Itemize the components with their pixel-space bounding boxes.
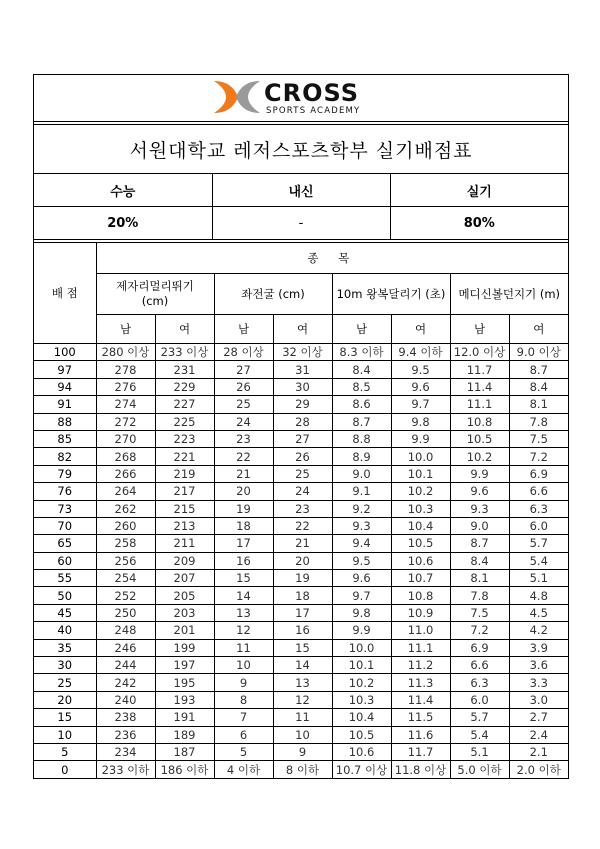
table-cell: 8.1 — [509, 396, 568, 413]
table-cell: 7.5 — [509, 430, 568, 447]
table-cell: 8.1 — [450, 570, 509, 587]
logo-row — [34, 75, 568, 122]
table-cell: 10.5 — [332, 726, 391, 743]
table-cell: 278 — [96, 361, 155, 378]
table-cell: 5.4 — [450, 726, 509, 743]
table-cell: 9.0 — [332, 465, 391, 482]
table-cell: 6.6 — [450, 657, 509, 674]
table-cell: 6.0 — [509, 517, 568, 534]
event-header-sit-reach: 좌전굴 (cm) — [214, 274, 332, 315]
table-row — [34, 535, 568, 552]
table-cell: 2.4 — [509, 726, 568, 743]
table-row — [34, 378, 568, 395]
score-cell: 85 — [34, 430, 96, 447]
score-cell: 45 — [34, 604, 96, 621]
table-cell: 31 — [273, 361, 332, 378]
score-sheet — [33, 74, 569, 779]
table-cell: 195 — [155, 674, 214, 691]
table-cell: 15 — [214, 570, 273, 587]
table-cell: 7.8 — [509, 413, 568, 430]
table-cell: 201 — [155, 622, 214, 639]
table-cell: 270 — [96, 430, 155, 447]
event-header-shuttle-run: 10m 왕복달리기 (초) — [332, 274, 450, 315]
score-cell: 65 — [34, 535, 96, 552]
score-cell: 70 — [34, 517, 96, 534]
score-cell: 40 — [34, 622, 96, 639]
table-cell: 10 — [214, 657, 273, 674]
table-cell: 9.6 — [391, 378, 450, 395]
table-cell: 19 — [214, 500, 273, 517]
table-row — [34, 344, 568, 361]
table-row — [34, 657, 568, 674]
table-cell: 227 — [155, 396, 214, 413]
sex-header-female: 여 — [273, 315, 332, 344]
table-row — [34, 622, 568, 639]
table-cell: 238 — [96, 709, 155, 726]
table-cell: 10.7 — [391, 570, 450, 587]
table-cell: 9.8 — [332, 604, 391, 621]
table-cell: 231 — [155, 361, 214, 378]
table-cell: 10.0 — [391, 448, 450, 465]
sex-header-female: 여 — [391, 315, 450, 344]
table-cell: 10.5 — [450, 430, 509, 447]
ratio-header-suneung: 수능 — [34, 174, 212, 207]
table-cell: 219 — [155, 465, 214, 482]
table-cell: 211 — [155, 535, 214, 552]
table-cell: 9.9 — [450, 465, 509, 482]
table-cell: 244 — [96, 657, 155, 674]
table-row — [34, 517, 568, 534]
table-cell: 7.2 — [509, 448, 568, 465]
table-row — [34, 500, 568, 517]
table-row — [34, 465, 568, 482]
table-cell: 272 — [96, 413, 155, 430]
table-cell: 193 — [155, 691, 214, 708]
score-cell: 97 — [34, 361, 96, 378]
table-cell: 25 — [273, 465, 332, 482]
ratio-value-suneung: 20% — [34, 207, 212, 240]
score-cell: 0 — [34, 761, 96, 778]
table-cell: 213 — [155, 517, 214, 534]
table-cell: 203 — [155, 604, 214, 621]
table-cell: 9.5 — [332, 552, 391, 569]
table-cell: 5.7 — [450, 709, 509, 726]
ratio-value-silgi: 80% — [390, 207, 568, 240]
score-cell: 88 — [34, 413, 96, 430]
logo-wordmark: CROSS — [264, 79, 359, 107]
table-cell: 9.0 이상 — [509, 344, 568, 361]
table-row — [34, 639, 568, 656]
table-cell: 6.3 — [509, 500, 568, 517]
score-cell: 100 — [34, 344, 96, 361]
table-cell: 9.8 — [391, 413, 450, 430]
table-row — [34, 726, 568, 743]
table-cell: 9.4 이하 — [391, 344, 450, 361]
table-cell: 10.6 — [332, 743, 391, 760]
table-cell: 23 — [214, 430, 273, 447]
table-cell: 3.9 — [509, 639, 568, 656]
table-cell: 2.7 — [509, 709, 568, 726]
table-cell: 12 — [273, 691, 332, 708]
table-cell: 5.0 이하 — [450, 761, 509, 778]
table-cell: 22 — [214, 448, 273, 465]
table-cell: 242 — [96, 674, 155, 691]
score-column-header: 배 점 — [34, 243, 96, 344]
score-cell: 60 — [34, 552, 96, 569]
score-cell: 35 — [34, 639, 96, 656]
table-cell: 274 — [96, 396, 155, 413]
table-cell: 6.0 — [450, 691, 509, 708]
table-cell: 32 이상 — [273, 344, 332, 361]
table-cell: 29 — [273, 396, 332, 413]
table-cell: 14 — [273, 657, 332, 674]
table-cell: 234 — [96, 743, 155, 760]
table-row — [34, 552, 568, 569]
table-cell: 233 이상 — [155, 344, 214, 361]
table-cell: 18 — [273, 587, 332, 604]
table-cell: 8.7 — [450, 535, 509, 552]
table-cell: 23 — [273, 500, 332, 517]
table-cell: 4.5 — [509, 604, 568, 621]
table-cell: 9.7 — [391, 396, 450, 413]
table-cell: 21 — [214, 465, 273, 482]
table-row — [34, 430, 568, 447]
table-cell: 11.4 — [391, 691, 450, 708]
table-row — [34, 570, 568, 587]
table-cell: 10.5 — [391, 535, 450, 552]
table-cell: 4.8 — [509, 587, 568, 604]
table-cell: 11.1 — [391, 639, 450, 656]
score-cell: 5 — [34, 743, 96, 760]
table-cell: 27 — [273, 430, 332, 447]
table-cell: 8 — [214, 691, 273, 708]
table-cell: 9.0 — [450, 517, 509, 534]
table-cell: 27 — [214, 361, 273, 378]
table-cell: 197 — [155, 657, 214, 674]
ratio-table — [34, 174, 568, 240]
table-cell: 5.4 — [509, 552, 568, 569]
cross-x-icon — [212, 79, 262, 115]
table-cell: 205 — [155, 587, 214, 604]
table-cell: 7.2 — [450, 622, 509, 639]
table-cell: 11.7 — [391, 743, 450, 760]
table-cell: 12 — [214, 622, 273, 639]
table-cell: 20 — [273, 552, 332, 569]
table-cell: 225 — [155, 413, 214, 430]
table-cell: 8 이하 — [273, 761, 332, 778]
sex-header-female: 여 — [155, 315, 214, 344]
table-cell: 246 — [96, 639, 155, 656]
score-cell: 79 — [34, 465, 96, 482]
table-cell: 9.4 — [332, 535, 391, 552]
table-cell: 6.9 — [450, 639, 509, 656]
table-cell: 260 — [96, 517, 155, 534]
table-cell: 15 — [273, 639, 332, 656]
table-cell: 186 이하 — [155, 761, 214, 778]
table-cell: 8.8 — [332, 430, 391, 447]
table-cell: 3.0 — [509, 691, 568, 708]
table-cell: 8.4 — [332, 361, 391, 378]
table-cell: 5.1 — [509, 570, 568, 587]
table-cell: 9.9 — [391, 430, 450, 447]
table-cell: 13 — [214, 604, 273, 621]
table-cell: 250 — [96, 604, 155, 621]
table-cell: 258 — [96, 535, 155, 552]
score-table-body — [34, 344, 568, 778]
table-cell: 14 — [214, 587, 273, 604]
table-cell: 276 — [96, 378, 155, 395]
event-header-medicine-ball: 메디신볼던지기 (m) — [450, 274, 568, 315]
table-cell: 12.0 이상 — [450, 344, 509, 361]
table-cell: 8.6 — [332, 396, 391, 413]
table-cell: 262 — [96, 500, 155, 517]
table-cell: 21 — [273, 535, 332, 552]
table-cell: 2.1 — [509, 743, 568, 760]
table-row — [34, 674, 568, 691]
table-cell: 233 이하 — [96, 761, 155, 778]
table-cell: 11.5 — [391, 709, 450, 726]
sex-header-male: 남 — [450, 315, 509, 344]
score-cell: 25 — [34, 674, 96, 691]
table-cell: 8.4 — [509, 378, 568, 395]
table-cell: 20 — [214, 483, 273, 500]
table-cell: 229 — [155, 378, 214, 395]
table-cell: 8.7 — [509, 361, 568, 378]
sex-header-male: 남 — [214, 315, 273, 344]
table-cell: 6.9 — [509, 465, 568, 482]
table-row — [34, 587, 568, 604]
score-cell: 76 — [34, 483, 96, 500]
table-cell: 8.5 — [332, 378, 391, 395]
table-cell: 10.7 이상 — [332, 761, 391, 778]
table-cell: 10.4 — [332, 709, 391, 726]
table-cell: 10 — [273, 726, 332, 743]
table-cell: 264 — [96, 483, 155, 500]
table-cell: 207 — [155, 570, 214, 587]
table-cell: 11.7 — [450, 361, 509, 378]
score-cell: 50 — [34, 587, 96, 604]
table-cell: 11.2 — [391, 657, 450, 674]
score-cell: 30 — [34, 657, 96, 674]
table-cell: 18 — [214, 517, 273, 534]
table-cell: 236 — [96, 726, 155, 743]
table-cell: 17 — [214, 535, 273, 552]
table-cell: 5.7 — [509, 535, 568, 552]
table-cell: 11.3 — [391, 674, 450, 691]
table-cell: 11.1 — [450, 396, 509, 413]
score-cell: 10 — [34, 726, 96, 743]
table-cell: 9.3 — [332, 517, 391, 534]
table-cell: 25 — [214, 396, 273, 413]
table-cell: 240 — [96, 691, 155, 708]
table-cell: 9.9 — [332, 622, 391, 639]
table-cell: 9.6 — [450, 483, 509, 500]
table-cell: 6.3 — [450, 674, 509, 691]
table-cell: 9.2 — [332, 500, 391, 517]
table-cell: 8.3 이하 — [332, 344, 391, 361]
table-cell: 10.1 — [332, 657, 391, 674]
cross-sports-logo — [212, 79, 422, 117]
table-cell: 3.3 — [509, 674, 568, 691]
table-cell: 11 — [214, 639, 273, 656]
table-cell: 16 — [214, 552, 273, 569]
table-cell: 24 — [273, 483, 332, 500]
table-cell: 268 — [96, 448, 155, 465]
table-cell: 11.8 이상 — [391, 761, 450, 778]
table-cell: 10.2 — [450, 448, 509, 465]
table-cell: 4 이하 — [214, 761, 273, 778]
table-cell: 10.8 — [391, 587, 450, 604]
table-cell: 6.6 — [509, 483, 568, 500]
score-cell: 91 — [34, 396, 96, 413]
table-cell: 256 — [96, 552, 155, 569]
table-cell: 8.9 — [332, 448, 391, 465]
table-cell: 28 이상 — [214, 344, 273, 361]
event-group-header: 종 목 — [96, 243, 568, 274]
table-cell: 24 — [214, 413, 273, 430]
table-cell: 221 — [155, 448, 214, 465]
table-cell: 217 — [155, 483, 214, 500]
table-cell: 2.0 이하 — [509, 761, 568, 778]
ratio-value-naesin: - — [212, 207, 390, 240]
table-cell: 9 — [273, 743, 332, 760]
table-cell: 266 — [96, 465, 155, 482]
table-cell: 22 — [273, 517, 332, 534]
table-cell: 10.8 — [450, 413, 509, 430]
table-cell: 189 — [155, 726, 214, 743]
table-cell: 10.4 — [391, 517, 450, 534]
table-cell: 10.6 — [391, 552, 450, 569]
table-cell: 10.9 — [391, 604, 450, 621]
table-cell: 199 — [155, 639, 214, 656]
logo-subtitle: SPORTS ACADEMY — [266, 106, 361, 116]
table-row — [34, 413, 568, 430]
table-cell: 11 — [273, 709, 332, 726]
table-row — [34, 743, 568, 760]
table-cell: 9.7 — [332, 587, 391, 604]
table-cell: 209 — [155, 552, 214, 569]
table-row — [34, 761, 568, 778]
event-header-long-jump: 제자리멀리뛰기 (cm) — [96, 274, 214, 315]
table-cell: 254 — [96, 570, 155, 587]
table-cell: 9.1 — [332, 483, 391, 500]
table-cell: 10.0 — [332, 639, 391, 656]
table-row — [34, 396, 568, 413]
table-cell: 26 — [273, 448, 332, 465]
score-cell: 82 — [34, 448, 96, 465]
table-cell: 11.0 — [391, 622, 450, 639]
score-table — [34, 242, 568, 778]
table-cell: 4.2 — [509, 622, 568, 639]
score-cell: 73 — [34, 500, 96, 517]
score-cell: 15 — [34, 709, 96, 726]
table-cell: 9.3 — [450, 500, 509, 517]
table-cell: 5 — [214, 743, 273, 760]
table-row — [34, 483, 568, 500]
table-cell: 223 — [155, 430, 214, 447]
table-row — [34, 361, 568, 378]
sex-header-male: 남 — [332, 315, 391, 344]
table-cell: 13 — [273, 674, 332, 691]
table-cell: 7.5 — [450, 604, 509, 621]
sex-header-female: 여 — [509, 315, 568, 344]
sex-header-male: 남 — [96, 315, 155, 344]
table-cell: 26 — [214, 378, 273, 395]
table-cell: 11.6 — [391, 726, 450, 743]
table-cell: 6 — [214, 726, 273, 743]
table-row — [34, 709, 568, 726]
score-cell: 55 — [34, 570, 96, 587]
table-cell: 9.6 — [332, 570, 391, 587]
table-cell: 10.3 — [391, 500, 450, 517]
score-cell: 20 — [34, 691, 96, 708]
table-cell: 280 이상 — [96, 344, 155, 361]
table-cell: 17 — [273, 604, 332, 621]
table-cell: 30 — [273, 378, 332, 395]
score-cell: 94 — [34, 378, 96, 395]
table-cell: 10.3 — [332, 691, 391, 708]
table-cell: 9.5 — [391, 361, 450, 378]
table-cell: 191 — [155, 709, 214, 726]
table-cell: 10.1 — [391, 465, 450, 482]
ratio-header-silgi: 실기 — [390, 174, 568, 207]
table-cell: 8.7 — [332, 413, 391, 430]
table-row — [34, 604, 568, 621]
table-cell: 16 — [273, 622, 332, 639]
table-cell: 248 — [96, 622, 155, 639]
table-cell: 187 — [155, 743, 214, 760]
table-cell: 5.1 — [450, 743, 509, 760]
table-cell: 11.4 — [450, 378, 509, 395]
table-cell: 252 — [96, 587, 155, 604]
table-cell: 7 — [214, 709, 273, 726]
table-row — [34, 691, 568, 708]
ratio-header-naesin: 내신 — [212, 174, 390, 207]
table-cell: 8.4 — [450, 552, 509, 569]
table-cell: 7.8 — [450, 587, 509, 604]
table-row — [34, 448, 568, 465]
table-cell: 28 — [273, 413, 332, 430]
table-cell: 215 — [155, 500, 214, 517]
table-cell: 19 — [273, 570, 332, 587]
table-cell: 10.2 — [391, 483, 450, 500]
table-cell: 3.6 — [509, 657, 568, 674]
page-title: 서원대학교 레저스포츠학부 실기배점표 — [34, 124, 568, 174]
table-cell: 10.2 — [332, 674, 391, 691]
table-cell: 9 — [214, 674, 273, 691]
